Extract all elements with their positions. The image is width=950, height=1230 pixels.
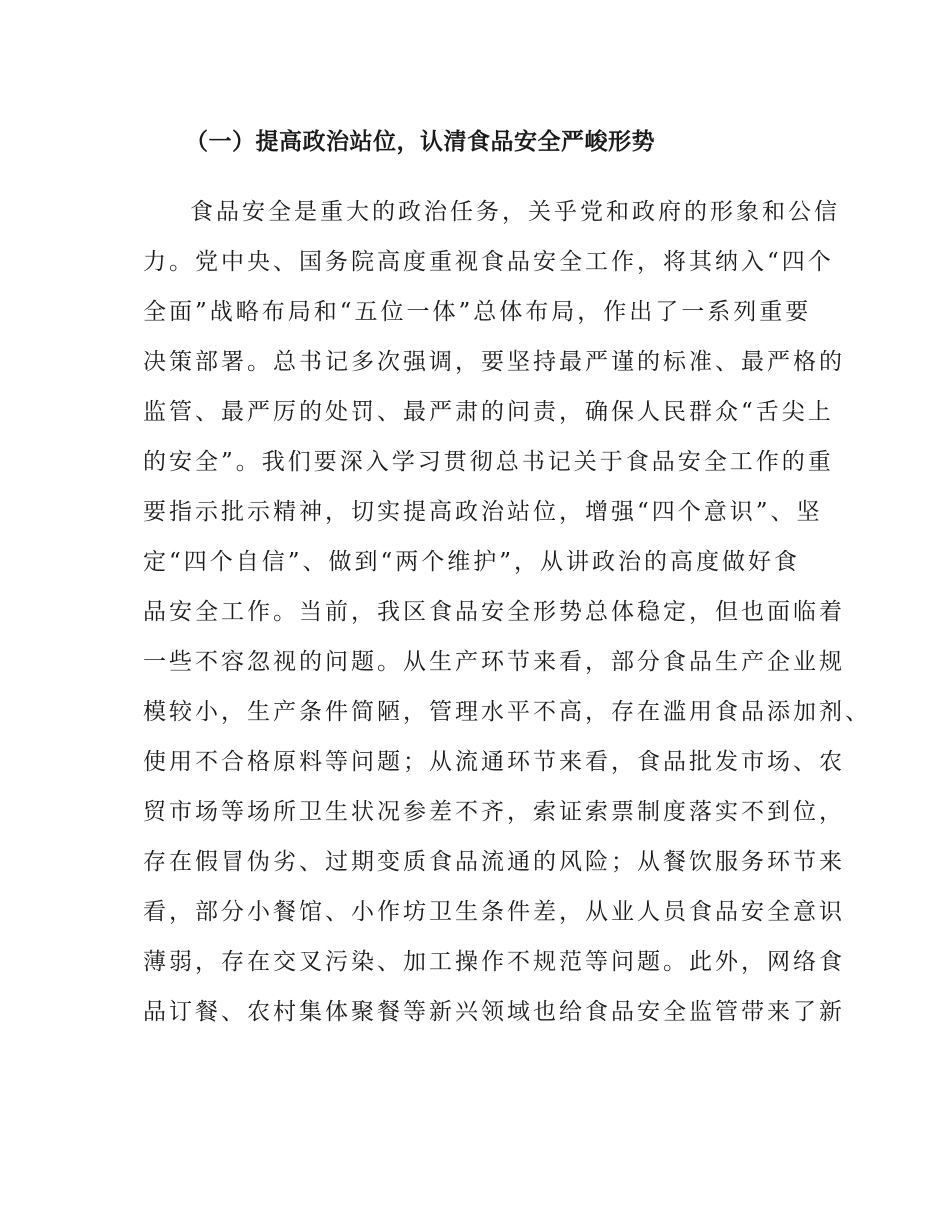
- body-line-11: 模较小，生产条件简陋，管理水平不高，存在滥用食品添加剂、: [143, 699, 871, 725]
- body-line-17: 品订餐、农村集体聚餐等新兴领域也给食品安全监管带来了新: [143, 999, 845, 1025]
- section-heading: （一）提高政治站位，认清食品安全严峻形势: [185, 129, 655, 155]
- body-line-9: 品安全工作。当前，我区食品安全形势总体稳定，但也面临着: [143, 599, 845, 625]
- body-line-14: 存在假冒伪劣、过期变质食品流通的风险；从餐饮服务环节来: [143, 849, 845, 875]
- body-line-2: 力。党中央、国务院高度重视食品安全工作，将其纳入“四个: [143, 249, 834, 275]
- body-line-7: 要指示批示精神，切实提高政治站位，增强“四个意识”、坚: [143, 499, 823, 525]
- body-line-8: 定“四个自信”、做到“两个维护”，从讲政治的高度做好食: [143, 549, 801, 575]
- body-line-3: 全面”战略布局和“五位一体”总体布局，作出了一系列重要: [143, 299, 812, 325]
- body-line-13: 贸市场等场所卫生状况参差不齐，索证索票制度落实不到位，: [143, 799, 845, 825]
- body-line-5: 监管、最严厉的处罚、最严肃的问责，确保人民群众“舌尖上: [143, 399, 834, 425]
- body-line-16: 薄弱，存在交叉污染、加工操作不规范等问题。此外，网络食: [143, 949, 845, 975]
- body-line-4: 决策部署。总书记多次强调，要坚持最严谨的标准、最严格的: [143, 349, 845, 375]
- body-line-10: 一些不容忽视的问题。从生产环节来看，部分食品生产企业规: [143, 649, 845, 675]
- body-line-12: 使用不合格原料等问题；从流通环节来看，食品批发市场、农: [143, 749, 845, 775]
- body-line-1: 食品安全是重大的政治任务，关乎党和政府的形象和公信: [190, 199, 840, 225]
- body-line-15: 看，部分小餐馆、小作坊卫生条件差，从业人员食品安全意识: [143, 899, 845, 925]
- body-line-6: 的安全”。我们要深入学习贯彻总书记关于食品安全工作的重: [143, 449, 834, 475]
